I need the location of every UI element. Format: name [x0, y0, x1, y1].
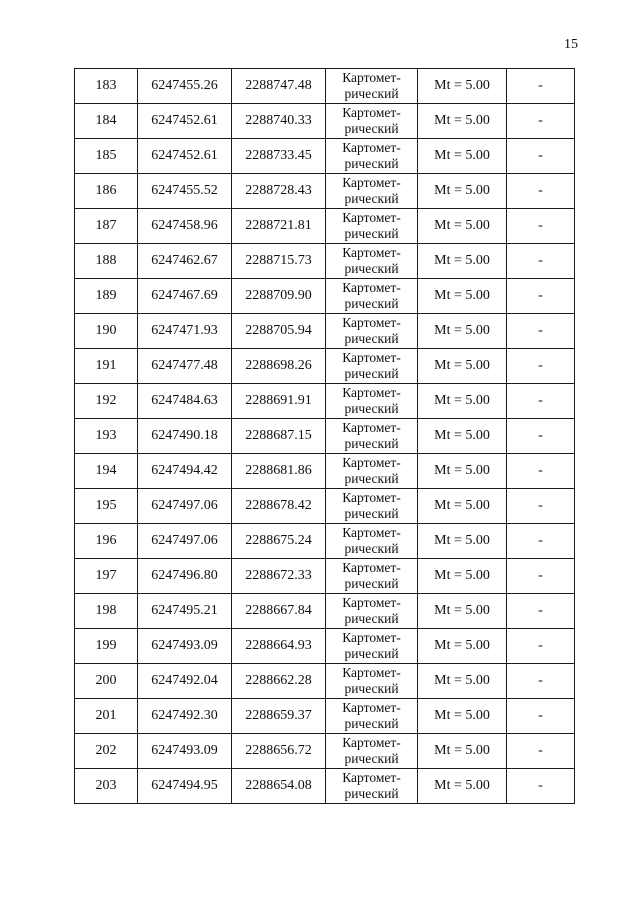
point-number-cell: 199 — [75, 629, 138, 664]
y-coordinate-cell: 2288733.45 — [232, 139, 326, 174]
method-cell — [326, 419, 418, 454]
point-number-cell: 187 — [75, 209, 138, 244]
note-cell: - — [507, 664, 575, 699]
method-line-1: Картомет- — [342, 385, 401, 400]
y-coordinate-cell: 2288662.28 — [232, 664, 326, 699]
table-row — [75, 664, 575, 699]
x-coordinate-cell: 6247455.52 — [138, 174, 232, 209]
method-cell — [326, 454, 418, 489]
point-number-cell: 193 — [75, 419, 138, 454]
x-coordinate-cell: 6247455.26 — [138, 69, 232, 104]
method-cell — [326, 349, 418, 384]
x-coordinate-cell: 6247494.95 — [138, 769, 232, 804]
y-coordinate-cell: 2288698.26 — [232, 349, 326, 384]
y-coordinate-cell: 2288654.08 — [232, 769, 326, 804]
point-number-cell: 183 — [75, 69, 138, 104]
method-line-1: Картомет- — [342, 105, 401, 120]
table-row — [75, 594, 575, 629]
note-cell: - — [507, 734, 575, 769]
note-cell: - — [507, 174, 575, 209]
method-cell — [326, 209, 418, 244]
x-coordinate-cell: 6247492.04 — [138, 664, 232, 699]
method-line-2: рический — [344, 681, 399, 696]
x-coordinate-cell: 6247452.61 — [138, 139, 232, 174]
point-number-cell: 190 — [75, 314, 138, 349]
page-number: 15 — [564, 37, 578, 52]
x-coordinate-cell: 6247484.63 — [138, 384, 232, 419]
note-cell: - — [507, 139, 575, 174]
table-row — [75, 69, 575, 104]
table-row — [75, 209, 575, 244]
point-number-cell: 184 — [75, 104, 138, 139]
method-line-2: рический — [344, 366, 399, 381]
table-row — [75, 244, 575, 279]
method-line-1: Картомет- — [342, 490, 401, 505]
table-row — [75, 454, 575, 489]
x-coordinate-cell: 6247462.67 — [138, 244, 232, 279]
y-coordinate-cell: 2288667.84 — [232, 594, 326, 629]
y-coordinate-cell: 2288664.93 — [232, 629, 326, 664]
point-number-cell: 189 — [75, 279, 138, 314]
point-number-cell: 197 — [75, 559, 138, 594]
method-line-2: рический — [344, 541, 399, 556]
accuracy-cell: Mt = 5.00 — [418, 559, 507, 594]
accuracy-cell: Mt = 5.00 — [418, 734, 507, 769]
table-row — [75, 734, 575, 769]
method-line-1: Картомет- — [342, 665, 401, 680]
method-line-2: рический — [344, 786, 399, 801]
y-coordinate-cell: 2288687.15 — [232, 419, 326, 454]
x-coordinate-cell: 6247497.06 — [138, 489, 232, 524]
y-coordinate-cell: 2288691.91 — [232, 384, 326, 419]
accuracy-cell: Mt = 5.00 — [418, 139, 507, 174]
note-cell: - — [507, 209, 575, 244]
method-line-2: рический — [344, 611, 399, 626]
method-cell — [326, 734, 418, 769]
method-line-1: Картомет- — [342, 770, 401, 785]
method-line-2: рический — [344, 646, 399, 661]
table-row — [75, 104, 575, 139]
method-cell — [326, 559, 418, 594]
table-row — [75, 314, 575, 349]
point-number-cell: 194 — [75, 454, 138, 489]
y-coordinate-cell: 2288728.43 — [232, 174, 326, 209]
table-row — [75, 769, 575, 804]
method-line-1: Картомет- — [342, 595, 401, 610]
table-body — [75, 69, 575, 804]
accuracy-cell: Mt = 5.00 — [418, 594, 507, 629]
y-coordinate-cell: 2288656.72 — [232, 734, 326, 769]
point-number-cell: 198 — [75, 594, 138, 629]
method-line-2: рический — [344, 261, 399, 276]
point-number-cell: 185 — [75, 139, 138, 174]
note-cell: - — [507, 629, 575, 664]
accuracy-cell: Mt = 5.00 — [418, 174, 507, 209]
method-cell — [326, 314, 418, 349]
method-line-2: рический — [344, 576, 399, 591]
note-cell: - — [507, 524, 575, 559]
x-coordinate-cell: 6247493.09 — [138, 734, 232, 769]
accuracy-cell: Mt = 5.00 — [418, 524, 507, 559]
point-number-cell: 186 — [75, 174, 138, 209]
method-line-2: рический — [344, 471, 399, 486]
y-coordinate-cell: 2288675.24 — [232, 524, 326, 559]
accuracy-cell: Mt = 5.00 — [418, 419, 507, 454]
y-coordinate-cell: 2288659.37 — [232, 699, 326, 734]
method-line-1: Картомет- — [342, 420, 401, 435]
x-coordinate-cell: 6247494.42 — [138, 454, 232, 489]
note-cell: - — [507, 559, 575, 594]
table-row — [75, 699, 575, 734]
method-cell — [326, 664, 418, 699]
method-line-2: рический — [344, 296, 399, 311]
method-cell — [326, 769, 418, 804]
y-coordinate-cell: 2288678.42 — [232, 489, 326, 524]
note-cell: - — [507, 314, 575, 349]
point-number-cell: 201 — [75, 699, 138, 734]
method-cell — [326, 104, 418, 139]
method-line-1: Картомет- — [342, 350, 401, 365]
y-coordinate-cell: 2288747.48 — [232, 69, 326, 104]
y-coordinate-cell: 2288681.86 — [232, 454, 326, 489]
method-cell — [326, 629, 418, 664]
table-row — [75, 559, 575, 594]
table-row — [75, 524, 575, 559]
method-cell — [326, 489, 418, 524]
method-cell — [326, 524, 418, 559]
method-line-2: рический — [344, 331, 399, 346]
method-line-1: Картомет- — [342, 70, 401, 85]
table-row — [75, 419, 575, 454]
y-coordinate-cell: 2288715.73 — [232, 244, 326, 279]
method-line-1: Картомет- — [342, 630, 401, 645]
accuracy-cell: Mt = 5.00 — [418, 699, 507, 734]
method-line-2: рический — [344, 86, 399, 101]
y-coordinate-cell: 2288672.33 — [232, 559, 326, 594]
accuracy-cell: Mt = 5.00 — [418, 489, 507, 524]
accuracy-cell: Mt = 5.00 — [418, 104, 507, 139]
x-coordinate-cell: 6247458.96 — [138, 209, 232, 244]
accuracy-cell: Mt = 5.00 — [418, 244, 507, 279]
method-cell — [326, 69, 418, 104]
method-line-1: Картомет- — [342, 560, 401, 575]
accuracy-cell: Mt = 5.00 — [418, 769, 507, 804]
method-line-2: рический — [344, 436, 399, 451]
method-cell — [326, 384, 418, 419]
note-cell: - — [507, 104, 575, 139]
table-row — [75, 174, 575, 209]
note-cell: - — [507, 699, 575, 734]
point-number-cell: 188 — [75, 244, 138, 279]
note-cell: - — [507, 384, 575, 419]
note-cell: - — [507, 69, 575, 104]
method-line-1: Картомет- — [342, 700, 401, 715]
method-line-1: Картомет- — [342, 280, 401, 295]
method-cell — [326, 279, 418, 314]
accuracy-cell: Mt = 5.00 — [418, 314, 507, 349]
table-row — [75, 489, 575, 524]
point-number-cell: 195 — [75, 489, 138, 524]
method-line-2: рический — [344, 401, 399, 416]
point-number-cell: 192 — [75, 384, 138, 419]
accuracy-cell: Mt = 5.00 — [418, 384, 507, 419]
x-coordinate-cell: 6247490.18 — [138, 419, 232, 454]
method-line-1: Картомет- — [342, 315, 401, 330]
method-line-2: рический — [344, 121, 399, 136]
method-line-1: Картомет- — [342, 735, 401, 750]
point-number-cell: 203 — [75, 769, 138, 804]
table-row — [75, 349, 575, 384]
note-cell: - — [507, 279, 575, 314]
note-cell: - — [507, 594, 575, 629]
x-coordinate-cell: 6247471.93 — [138, 314, 232, 349]
note-cell: - — [507, 244, 575, 279]
table-row — [75, 384, 575, 419]
accuracy-cell: Mt = 5.00 — [418, 69, 507, 104]
accuracy-cell: Mt = 5.00 — [418, 349, 507, 384]
point-number-cell: 200 — [75, 664, 138, 699]
x-coordinate-cell: 6247495.21 — [138, 594, 232, 629]
accuracy-cell: Mt = 5.00 — [418, 209, 507, 244]
method-cell — [326, 139, 418, 174]
method-line-1: Картомет- — [342, 455, 401, 470]
accuracy-cell: Mt = 5.00 — [418, 454, 507, 489]
method-line-2: рический — [344, 506, 399, 521]
y-coordinate-cell: 2288721.81 — [232, 209, 326, 244]
coordinates-table-container — [74, 68, 575, 804]
method-line-1: Картомет- — [342, 525, 401, 540]
accuracy-cell: Mt = 5.00 — [418, 629, 507, 664]
y-coordinate-cell: 2288709.90 — [232, 279, 326, 314]
method-line-1: Картомет- — [342, 210, 401, 225]
method-line-1: Картомет- — [342, 140, 401, 155]
table-row — [75, 139, 575, 174]
method-line-2: рический — [344, 751, 399, 766]
method-line-1: Картомет- — [342, 245, 401, 260]
x-coordinate-cell: 6247496.80 — [138, 559, 232, 594]
note-cell: - — [507, 349, 575, 384]
table-row — [75, 279, 575, 314]
y-coordinate-cell: 2288705.94 — [232, 314, 326, 349]
note-cell: - — [507, 769, 575, 804]
x-coordinate-cell: 6247452.61 — [138, 104, 232, 139]
table-row — [75, 629, 575, 664]
method-cell — [326, 594, 418, 629]
x-coordinate-cell: 6247493.09 — [138, 629, 232, 664]
x-coordinate-cell: 6247477.48 — [138, 349, 232, 384]
method-line-2: рический — [344, 226, 399, 241]
method-line-2: рический — [344, 716, 399, 731]
coordinates-table — [74, 68, 575, 804]
x-coordinate-cell: 6247467.69 — [138, 279, 232, 314]
note-cell: - — [507, 489, 575, 524]
note-cell: - — [507, 454, 575, 489]
x-coordinate-cell: 6247492.30 — [138, 699, 232, 734]
method-cell — [326, 174, 418, 209]
method-cell — [326, 244, 418, 279]
point-number-cell: 202 — [75, 734, 138, 769]
point-number-cell: 191 — [75, 349, 138, 384]
note-cell: - — [507, 419, 575, 454]
method-line-1: Картомет- — [342, 175, 401, 190]
method-cell — [326, 699, 418, 734]
x-coordinate-cell: 6247497.06 — [138, 524, 232, 559]
method-line-2: рический — [344, 156, 399, 171]
accuracy-cell: Mt = 5.00 — [418, 279, 507, 314]
method-line-2: рический — [344, 191, 399, 206]
y-coordinate-cell: 2288740.33 — [232, 104, 326, 139]
point-number-cell: 196 — [75, 524, 138, 559]
accuracy-cell: Mt = 5.00 — [418, 664, 507, 699]
